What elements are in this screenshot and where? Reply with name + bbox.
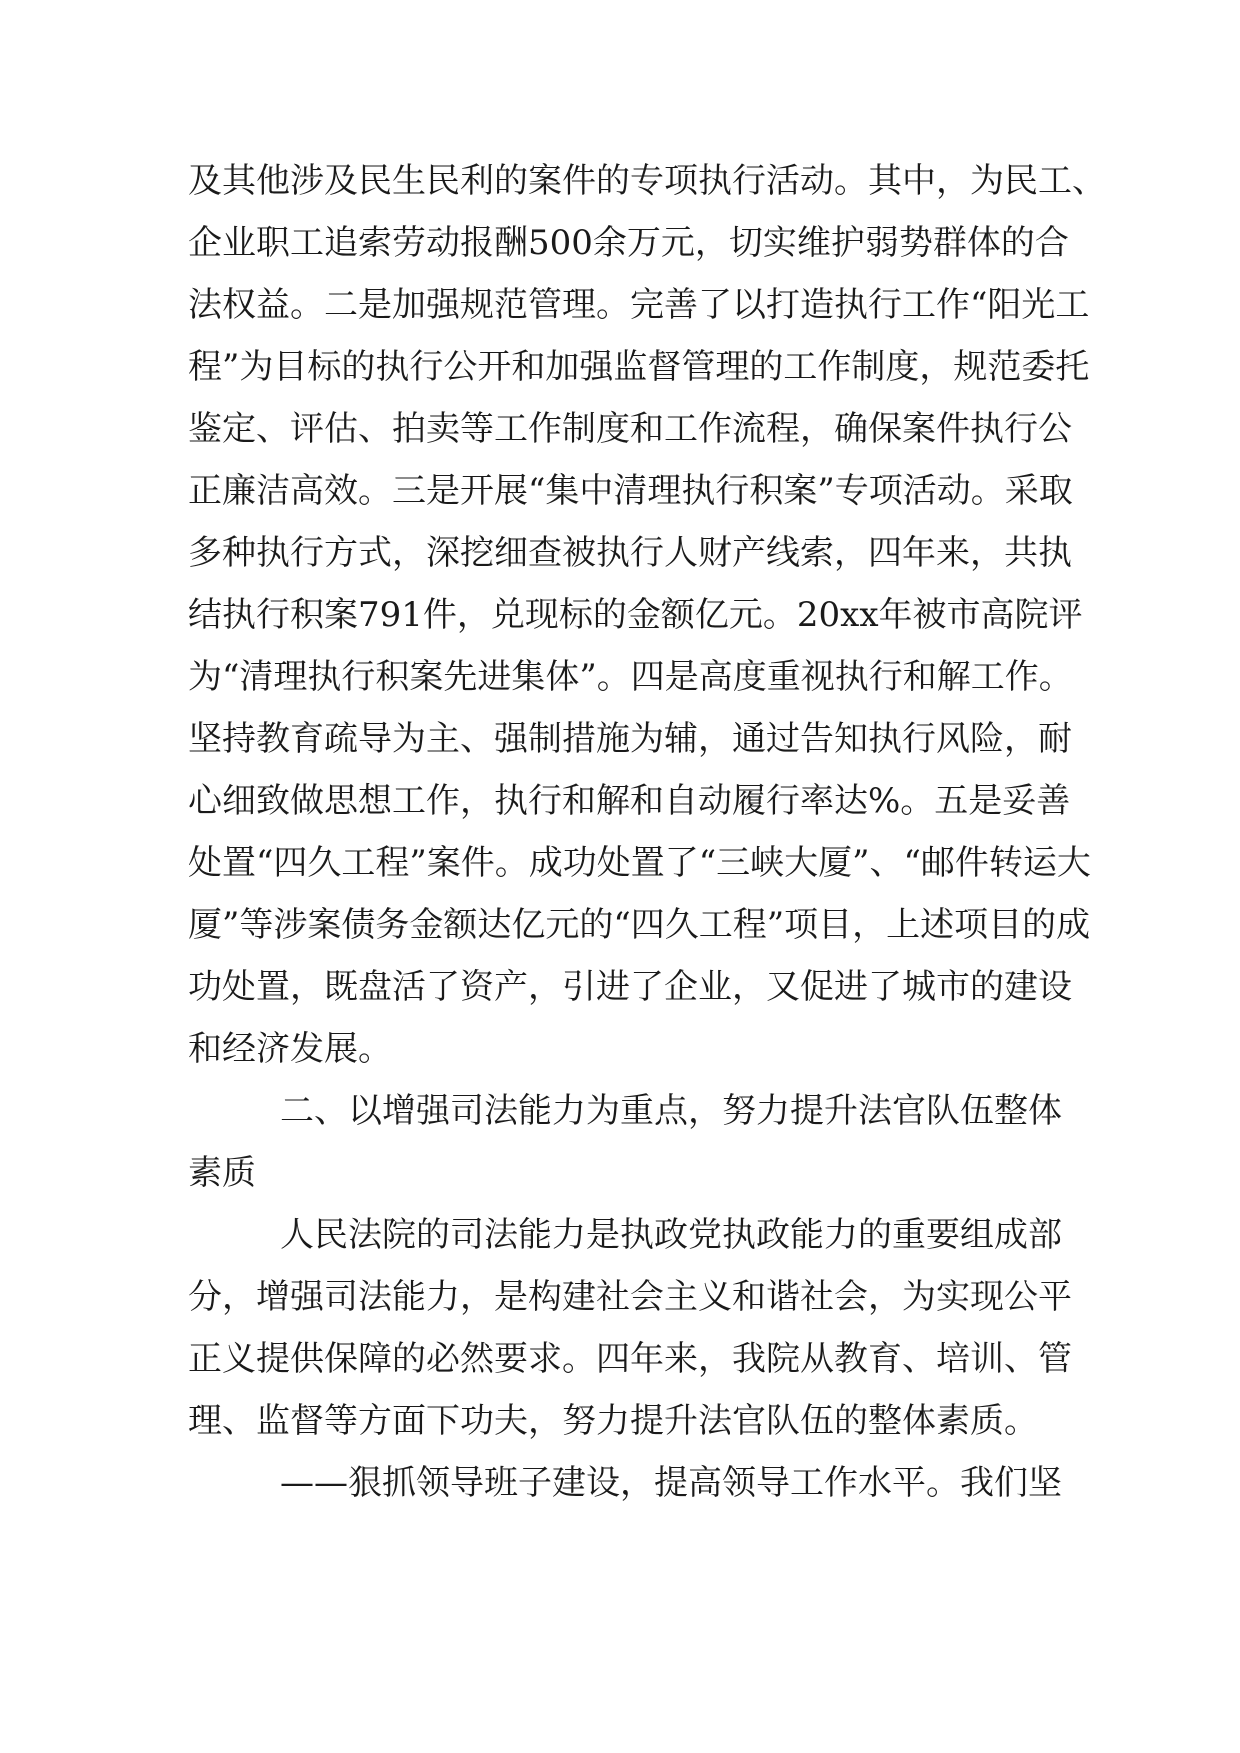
text-line: 程”为目标的执行公开和加强监督管理的工作制度，规范委托 (188, 347, 1090, 387)
text-line: 人民法院的司法能力是执政党执政能力的重要组成部 (280, 1215, 1062, 1255)
text-line: 法权益。二是加强规范管理。完善了以打造执行工作“阳光工 (188, 285, 1090, 325)
text-line: ——狠抓领导班子建设，提高领导工作水平。我们坚 (280, 1463, 1062, 1503)
text-line: 结执行积案791件，兑现标的金额亿元。20xx年被市高院评 (188, 595, 1083, 635)
text-line: 多种执行方式，深挖细查被执行人财产线索，四年来，共执 (188, 533, 1072, 573)
text-line: 厦”等涉案债务金额达亿元的“四久工程”项目，上述项目的成 (188, 905, 1091, 945)
section-heading-line: 二、以增强司法能力为重点，努力提升法官队伍整体 (280, 1091, 1062, 1131)
text-line: 理、监督等方面下功夫，努力提升法官队伍的整体素质。 (188, 1401, 1038, 1441)
text-line: 鉴定、评估、拍卖等工作制度和工作流程，确保案件执行公 (188, 409, 1072, 449)
text-line: 和经济发展。 (188, 1029, 392, 1069)
text-line: 为“清理执行积案先进集体”。四是高度重视执行和解工作。 (188, 657, 1073, 697)
text-line: 处置“四久工程”案件。成功处置了“三峡大厦”、“邮件转运大 (188, 843, 1091, 883)
section-heading-line: 素质 (188, 1153, 256, 1193)
text-line: 心细致做思想工作，执行和解和自动履行率达%。五是妥善 (188, 781, 1071, 821)
text-line: 及其他涉及民生民利的案件的专项执行活动。其中，为民工、 (188, 161, 1106, 201)
document-body (188, 150, 1106, 1514)
text-line: 正廉洁高效。三是开展“集中清理执行积案”专项活动。采取 (188, 471, 1073, 511)
text-line: 分，增强司法能力，是构建社会主义和谐社会，为实现公平 (188, 1277, 1072, 1317)
text-line: 坚持教育疏导为主、强制措施为辅，通过告知执行风险，耐 (188, 719, 1072, 759)
text-line: 功处置，既盘活了资产，引进了企业，又促进了城市的建设 (188, 967, 1072, 1007)
text-line: 企业职工追索劳动报酬500余万元，切实维护弱势群体的合 (188, 223, 1069, 263)
text-line: 正义提供保障的必然要求。四年来，我院从教育、培训、管 (188, 1339, 1072, 1379)
